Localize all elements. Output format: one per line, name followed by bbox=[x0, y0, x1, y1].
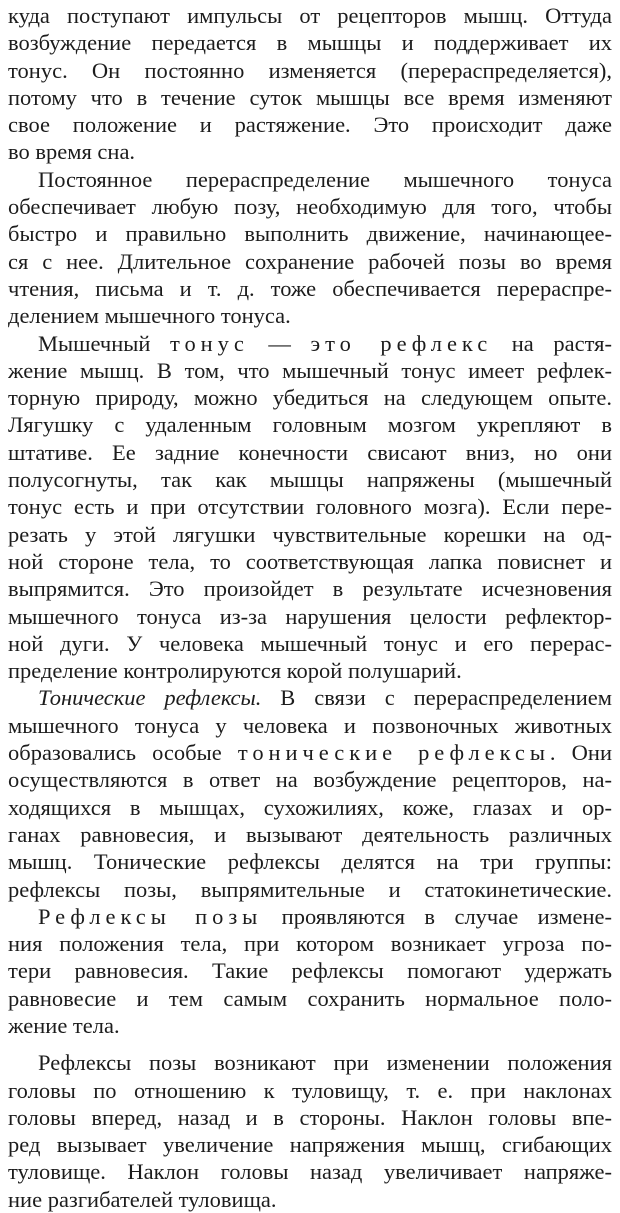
text-line bbox=[8, 684, 612, 711]
text-line bbox=[8, 193, 612, 220]
text-line bbox=[8, 1012, 612, 1039]
text-run: обеспечивает любую позу, необходимую для того, чтобы bbox=[8, 194, 612, 220]
text-run: чтения, письма и т. д. тоже обеспечивается перераспре- bbox=[8, 275, 612, 301]
text-line bbox=[8, 275, 612, 302]
text-run: возбуждение передается в мышцы и поддерживает их bbox=[8, 30, 612, 56]
text-line bbox=[8, 603, 612, 630]
text-line bbox=[8, 1131, 612, 1158]
text-run: проявляются в случае измене- bbox=[262, 903, 612, 929]
text-run: мышечного тонуса из-за нарушения целости рефлектор- bbox=[8, 603, 612, 629]
text-run: рефлексы позы, выпрямительные и статокинетические. bbox=[8, 876, 612, 902]
paragraph-muscle-tone-intro bbox=[8, 2, 612, 166]
text-run: полусогнуты, так как мышцы напряжены (мышечный bbox=[8, 467, 612, 493]
text-run: мышц. Тонические рефлексы делятся на три группы: bbox=[8, 849, 612, 875]
text-line bbox=[8, 766, 612, 793]
text-line bbox=[8, 248, 612, 275]
text-line bbox=[8, 138, 612, 165]
text-run: делением мышечного тонуса. bbox=[8, 303, 291, 329]
text-line bbox=[8, 84, 612, 111]
text-line bbox=[8, 985, 612, 1012]
text-line bbox=[8, 466, 612, 493]
text-run: В связи с перераспределением bbox=[261, 685, 612, 711]
text-run: свое положение и растяжение. Это происходит даже bbox=[8, 112, 612, 138]
text-line bbox=[8, 957, 612, 984]
paragraph-redistribution bbox=[8, 166, 612, 330]
text-run: Постоянное перераспределение мышечного тонуса bbox=[38, 166, 612, 192]
text-line bbox=[8, 821, 612, 848]
text-run: тери равновесия. Такие рефлексы помогают удержать bbox=[8, 958, 612, 984]
text-run: пределение контролируются корой полушарий. bbox=[8, 658, 462, 684]
text-line bbox=[8, 876, 612, 903]
text-line bbox=[8, 903, 612, 930]
text-line bbox=[8, 2, 612, 29]
text-line bbox=[8, 575, 612, 602]
text-line bbox=[8, 930, 612, 957]
paragraph-head-position bbox=[8, 1049, 612, 1213]
text-run: быстро и правильно выполнить движение, начинающее- bbox=[8, 221, 612, 247]
spaced-term: тонические рефлексы bbox=[237, 740, 550, 766]
text-run: ния положения тела, при котором возникает угроза по- bbox=[8, 931, 612, 957]
text-run: ние разгибателей туловища. bbox=[8, 1186, 277, 1212]
text-line bbox=[8, 739, 612, 766]
text-line bbox=[8, 411, 612, 438]
paragraph-posture-reflexes bbox=[8, 903, 612, 1039]
text-line bbox=[8, 330, 612, 357]
paragraph-tone-is-reflex bbox=[8, 330, 612, 685]
text-run: Мышечный bbox=[38, 330, 170, 356]
text-line bbox=[8, 357, 612, 384]
text-line bbox=[8, 1104, 612, 1131]
text-run: ной дуги. У человека мышечный тонус и его перерас- bbox=[8, 630, 612, 656]
text-run: жение мышц. В том, что мышечный тонус имеет рефлек- bbox=[8, 357, 612, 383]
text-run: осуществляются в ответ на возбуждение рецепторов, на- bbox=[8, 767, 612, 793]
text-run: ред вызывает увеличение напряжения мышц, сгибающих bbox=[8, 1132, 612, 1158]
text-line bbox=[8, 439, 612, 466]
text-run: потому что в течение суток мышцы все время изменяют bbox=[8, 84, 612, 110]
text-run: выпрямится. Это произойдет в результате исчезновения bbox=[8, 576, 612, 602]
text-run: ной стороне тела, то соответствующая лапка повиснет и bbox=[8, 548, 612, 574]
text-line bbox=[8, 1049, 612, 1076]
text-run: туловище. Наклон головы назад увеличивает напряже- bbox=[8, 1159, 612, 1185]
text-run: Лягушку с удаленным головным мозгом укрепляют в bbox=[8, 412, 612, 438]
text-run: . Они bbox=[549, 740, 612, 766]
text-run: тонус. Он постоянно изменяется (перераспределяется), bbox=[8, 57, 612, 83]
text-line bbox=[8, 794, 612, 821]
text-line bbox=[8, 166, 612, 193]
text-line bbox=[8, 630, 612, 657]
spaced-term: Рефлексы позы bbox=[38, 903, 263, 929]
text-run: куда поступают импульсы от рецепторов мышц. Оттуда bbox=[8, 3, 612, 28]
spaced-term: тонус bbox=[170, 330, 249, 356]
text-run: на растя- bbox=[492, 330, 612, 356]
text-line bbox=[8, 548, 612, 575]
text-run: — bbox=[248, 330, 311, 356]
text-run: головы по отношению к туловищу, т. е. при наклонах bbox=[8, 1077, 612, 1103]
text-column bbox=[8, 2, 612, 1213]
text-line bbox=[8, 1077, 612, 1104]
text-line bbox=[8, 384, 612, 411]
text-run: ходящихся в мышцах, сухожилиях, коже, глазах и ор- bbox=[8, 794, 612, 820]
italic-heading: Тонические рефлексы. bbox=[38, 685, 262, 711]
text-run: образовались особые bbox=[8, 740, 238, 766]
text-run: резать у этой лягушки чувствительные корешки на од- bbox=[8, 521, 612, 547]
text-line bbox=[8, 302, 612, 329]
text-line bbox=[8, 1158, 612, 1185]
text-run: тонус есть и при отсутствии головного мозга). Если пере- bbox=[8, 494, 612, 520]
text-run: торную природу, можно убедиться на следующем опыте. bbox=[8, 385, 612, 411]
text-line bbox=[8, 111, 612, 138]
paragraph-tonic-reflexes bbox=[8, 684, 612, 902]
spaced-term: это рефлекс bbox=[310, 330, 493, 356]
text-run: равновесие и тем самым сохранить нормальное поло- bbox=[8, 985, 612, 1011]
text-run: мышечного тонуса у человека и позвоночных животных bbox=[8, 712, 612, 738]
text-run: ся с нее. Длительное сохранение рабочей позы во время bbox=[8, 248, 612, 274]
text-line bbox=[8, 1186, 612, 1213]
text-run: во время сна. bbox=[8, 139, 136, 165]
text-run: ганах равновесия, и вызывают деятельность различных bbox=[8, 821, 612, 847]
text-run: штативе. Ее задние конечности свисают вниз, но они bbox=[8, 439, 612, 465]
text-line bbox=[8, 29, 612, 56]
text-run: Рефлексы позы возникают при изменении положения bbox=[38, 1050, 612, 1076]
text-line bbox=[8, 57, 612, 84]
text-line bbox=[8, 712, 612, 739]
text-line bbox=[8, 521, 612, 548]
text-run: головы вперед, назад и в стороны. Наклон головы впе- bbox=[8, 1104, 612, 1130]
text-line bbox=[8, 493, 612, 520]
text-line bbox=[8, 657, 612, 684]
text-run: жение тела. bbox=[8, 1012, 120, 1038]
text-line bbox=[8, 220, 612, 247]
text-line bbox=[8, 848, 612, 875]
